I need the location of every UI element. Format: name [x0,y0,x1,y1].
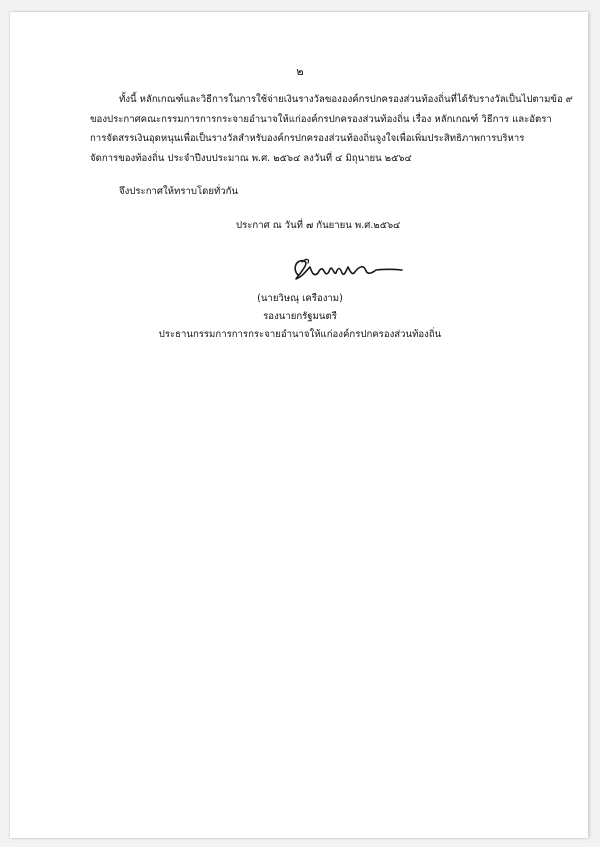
page-number: ๒ [296,65,304,78]
signer-title: รองนายกรัฐมนตรี [263,311,337,322]
handwritten-signature [288,253,408,285]
body-line: ของประกาศคณะกรรมการการกระจายอำนาจให้แก่องค์กรปกครองส่วนท้องถิ่น เรื่อง หลักเกณฑ์ วิธีการ และอัตรา [90,113,552,125]
notice-line: จึงประกาศให้ทราบโดยทั่วกัน [119,186,239,197]
announcement-date: ประกาศ ณ วันที่ ๗ กันยายน พ.ศ.๒๕๖๔ [236,220,401,231]
body-line: จัดการของท้องถิ่น ประจำปีงบประมาณ พ.ศ. ๒๕๖๔ ลงวันที่ ๔ มิถุนายน ๒๕๖๔ [90,152,412,164]
body-line: ทั้งนี้ หลักเกณฑ์และวิธีการในการใช้จ่ายเงินรางวัลขององค์กรปกครองส่วนท้องถิ่นที่ได้รับรางวัลเป็นไปตามข้อ ๙ [119,94,573,105]
signer-name: (นายวิษณุ เครืองาม) [257,293,343,304]
signer-role: ประธานกรรมการการกระจายอำนาจให้แก่องค์กรปกครองส่วนท้องถิ่น [158,329,442,340]
body-line: การจัดสรรเงินอุดหนุนเพื่อเป็นรางวัลสำหรับองค์กรปกครองส่วนท้องถิ่นจูงใจเพื่อเพิ่มประสิทธิภาพการบริหาร [90,133,525,144]
body-paragraph [90,90,573,168]
